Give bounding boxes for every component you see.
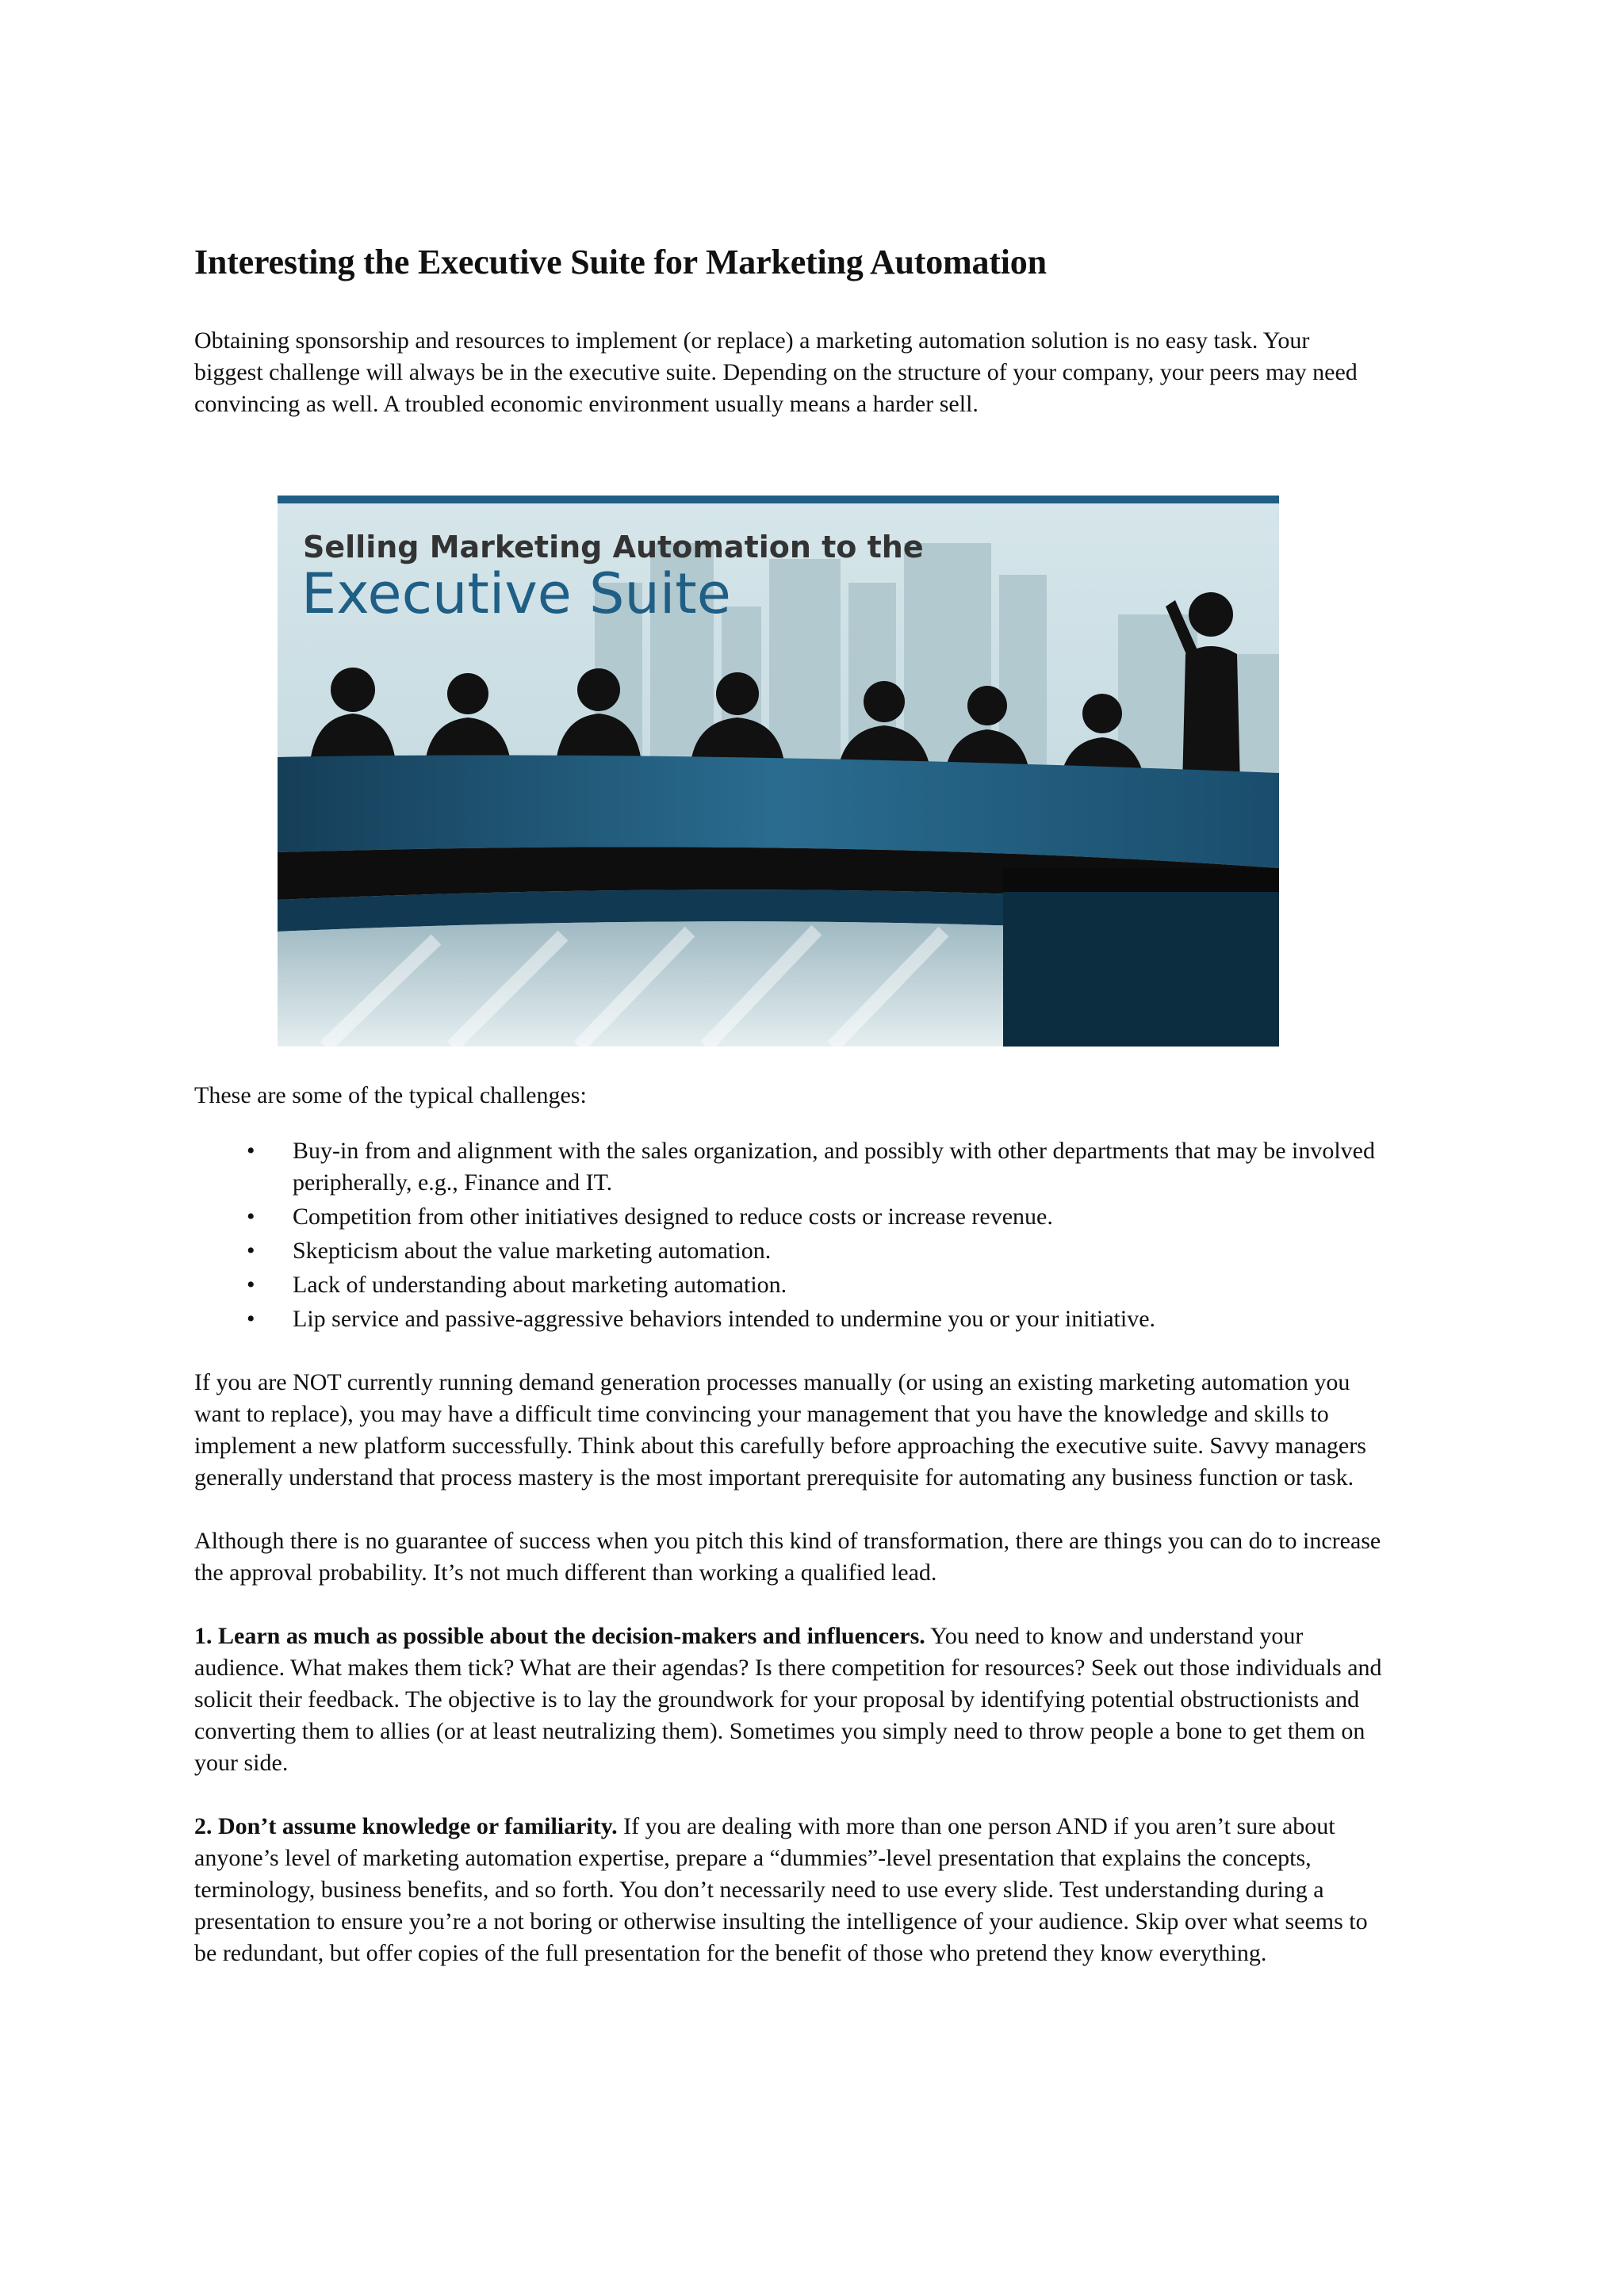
- bullet-icon: •: [247, 1272, 255, 1298]
- bullet-icon: •: [247, 1203, 255, 1230]
- intro-paragraph: Obtaining sponsorship and resources to implement (or replace) a marketing automation solution is no easy task. Your biggest challenge will always be in the executive suite. Depending on the structure of your company, your peers may need convincing as well. A troubled economic environment usually means a harder sell.: [194, 327, 1358, 417]
- executive-suite-illustration: [278, 496, 1279, 1047]
- figure-title-line2: Executive Suite: [301, 561, 731, 626]
- bullet-icon: •: [247, 1238, 255, 1264]
- list-item: • Competition from other initiatives designed to reduce costs or increase revenue.: [194, 1201, 1384, 1233]
- guarantee-paragraph: Although there is no guarantee of success when you pitch this kind of transformation, there are things you can do to increase the approval probability. It’s not much different than working a qualified lead.: [194, 1528, 1381, 1586]
- manual-processes-paragraph: If you are NOT currently running demand generation processes manually (or using an existing marketing automation you want to replace), you may have a difficult time convincing your management that you have the knowledge and skills to implement a new platform successfully. Think about this carefully before approaching the executive suite. Savvy managers generally understand that process mastery is the most important prerequisite for automating any business function or task.: [194, 1369, 1366, 1490]
- challenges-list: [194, 1135, 1384, 1335]
- list-item: • Buy-in from and alignment with the sales organization, and possibly with other departments that may be involved peripherally, e.g., Finance and IT.: [194, 1135, 1384, 1199]
- tip-2-paragraph: [194, 1811, 1384, 1969]
- page-title: Interesting the Executive Suite for Marketing Automation: [194, 243, 1047, 281]
- list-item: • Skepticism about the value marketing automation.: [194, 1235, 1384, 1267]
- figure-title-line1: Selling Marketing Automation to the: [303, 530, 924, 564]
- bullet-icon: •: [247, 1138, 255, 1164]
- list-item: • Lack of understanding about marketing automation.: [194, 1269, 1384, 1301]
- tip-1-paragraph: [194, 1621, 1384, 1779]
- list-item: • Lip service and passive-aggressive behaviors intended to undermine you or your initiative.: [194, 1303, 1384, 1335]
- article-continued: [194, 1080, 1384, 2001]
- challenges-intro: These are some of the typical challenges:: [194, 1082, 587, 1108]
- tip-1-heading: 1. Learn as much as possible about the decision-makers and influencers.: [194, 1623, 925, 1649]
- tip-2-body: If you are dealing with more than one person AND if you aren’t sure about anyone’s level of marketing automation expertise, prepare a “dummies”-level presentation that explains the concepts, terminology, business benefits, and so forth. You don’t necessarily need to use every slide. Test understanding during a presentation to ensure you’re a not boring or otherwise insulting the intelligence of your audience. Skip over what seems to be redundant, but offer copies of the full presentation for the benefit of those who pretend they know everything.: [194, 1813, 1368, 1966]
- bullet-icon: •: [247, 1306, 255, 1332]
- article: [194, 242, 1384, 452]
- tip-2-heading: 2. Don’t assume knowledge or familiarity.: [194, 1813, 618, 1839]
- tip-1-body: You need to know and understand your audience. What makes them tick? What are their agendas? Is there competition for resources? Seek out those individuals and solicit their feedback. The objective is to lay the groundwork for your proposal by identifying potential obstructionists and converting them to allies (or at least neutralizing them). Sometimes you simply need to throw people a bone to get them on your side.: [194, 1623, 1382, 1776]
